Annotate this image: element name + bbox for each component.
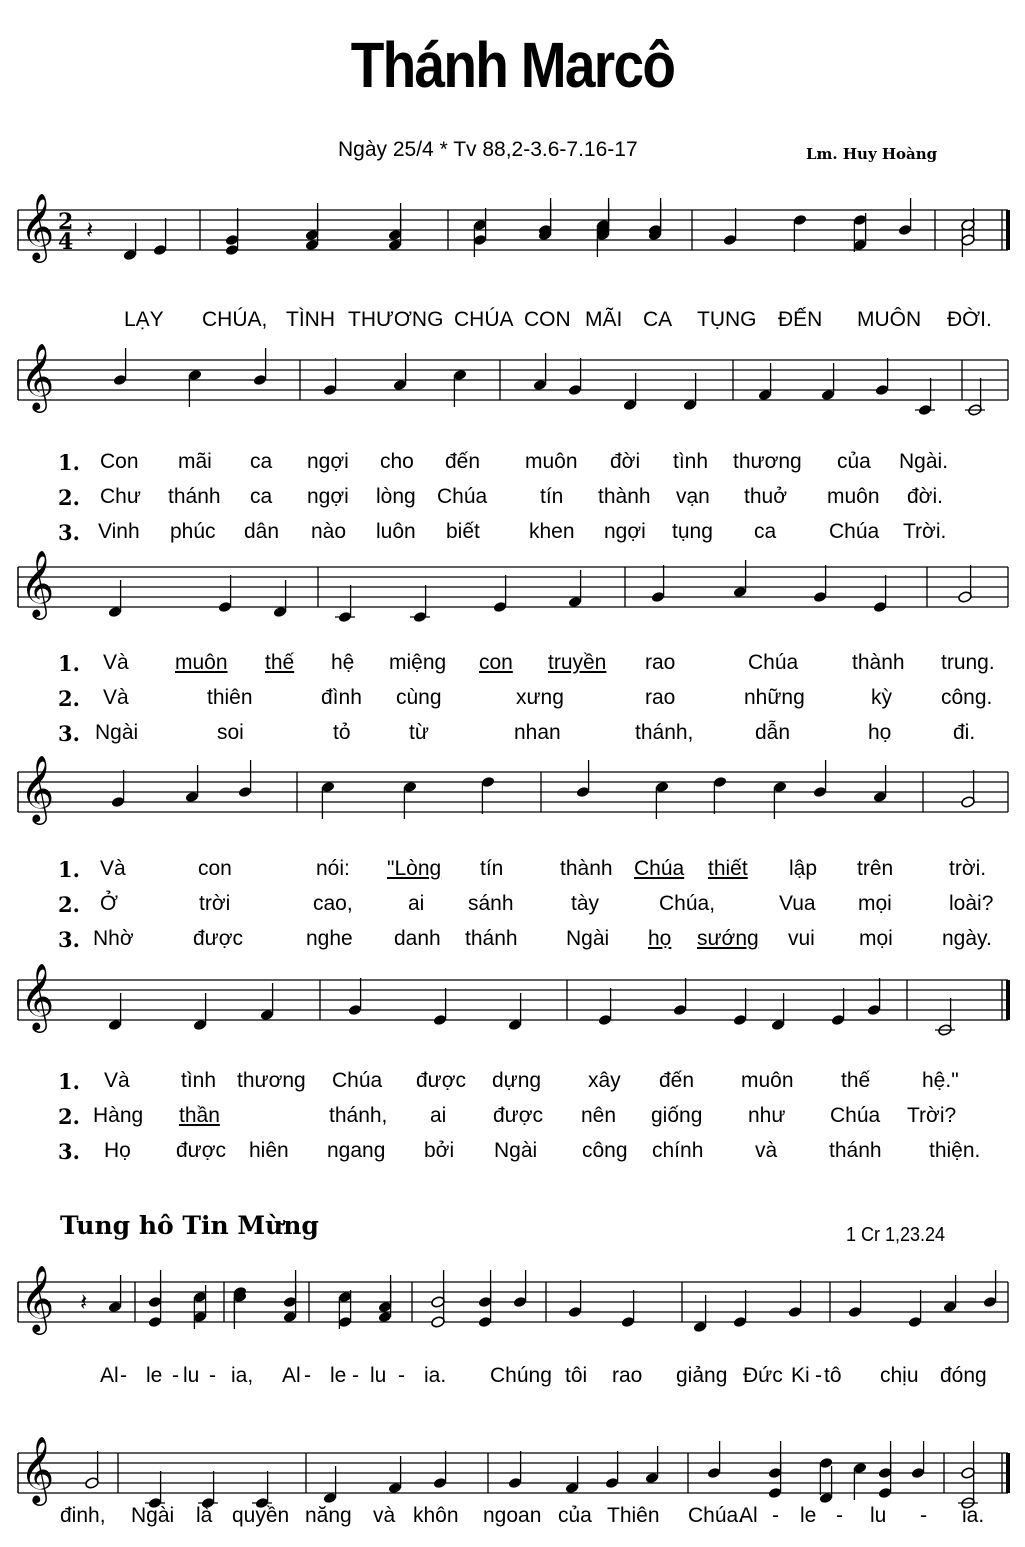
gospel-acclamation-heading: Tung hô Tin Mừng (60, 1211, 319, 1240)
verse-word: tín (480, 857, 504, 880)
verse-word: đến (659, 1069, 695, 1092)
verse-word: Chúa (437, 485, 488, 508)
verse-word: nói: (316, 857, 350, 880)
verse-word: công. (941, 686, 993, 709)
verse-word: hệ." (922, 1069, 959, 1092)
gospel-word: tôi (565, 1364, 588, 1387)
song-subtitle: Ngày 25/4 * Tv 88,2-3.6-7.16-17 (338, 138, 638, 161)
verse-word: Ngài (566, 927, 610, 950)
verse-number: 2. (58, 1104, 80, 1129)
treble-clef-icon: 𝄞 (20, 192, 55, 260)
verse-word: họ (648, 927, 672, 950)
refrain-word: THƯƠNG (348, 308, 444, 331)
gospel-word: năng (305, 1504, 352, 1527)
verse-word: vạn (676, 485, 710, 508)
gospel-word: ngoan (483, 1504, 542, 1527)
verse-word: con (479, 651, 513, 674)
final-barline (1006, 210, 1010, 250)
verse-word: sướng (697, 927, 759, 950)
gospel-word: chịu (880, 1364, 919, 1387)
verse-word: Chúa (748, 651, 799, 674)
verse-word: biết (446, 520, 480, 543)
verse-word: Chúa (830, 1104, 881, 1127)
verse-word: rao (645, 686, 676, 709)
verse-word: tỏ (333, 721, 351, 744)
verse-word: lập (789, 857, 818, 880)
time-signature-top: 2 (58, 209, 74, 235)
verse-word: Hàng (93, 1104, 144, 1127)
gospel-word: của (558, 1504, 592, 1527)
verse-word: tụng (672, 520, 713, 543)
song-title: Thánh Marcô (350, 29, 675, 101)
verse-word: của (837, 450, 871, 473)
gospel-word: và (373, 1504, 396, 1527)
quarter-rest-icon: 𝄽 (86, 216, 94, 244)
gospel-word: Thiên (607, 1504, 660, 1527)
treble-clef-icon: 𝄞 (20, 342, 55, 410)
verse-word: Ngài. (899, 450, 949, 473)
verse-word: thành (560, 857, 613, 880)
verse-word: thiết (708, 857, 748, 880)
final-barline (1006, 1453, 1010, 1493)
verse-word: luôn (376, 520, 416, 543)
gospel-word: Đức (743, 1364, 783, 1387)
verse-word: Họ (104, 1139, 131, 1162)
verse-word: Chúa (829, 520, 880, 543)
gospel-word: - (172, 1364, 179, 1387)
verse-word: thành (852, 651, 905, 674)
verse-word: Trời? (907, 1104, 957, 1127)
gospel-word: le (146, 1364, 163, 1387)
gospel-word: khôn (413, 1504, 459, 1527)
gospel-word: Ngài (131, 1504, 175, 1527)
staff-system-2 (0, 330, 1025, 450)
verse-word: soi (217, 721, 244, 744)
staff-system-1 (0, 180, 1025, 300)
verse-word: dựng (492, 1069, 542, 1092)
verse-word: muôn (741, 1069, 794, 1092)
gospel-word: - (815, 1364, 822, 1387)
verse-number: 3. (58, 721, 80, 746)
verse-word: đời (610, 450, 641, 473)
verse-word: Và (100, 857, 126, 880)
verse-word: Ngài (494, 1139, 538, 1162)
verse-number: 1. (58, 857, 80, 882)
gospel-word: Ki (791, 1364, 810, 1387)
refrain-word: ĐẾN (778, 308, 823, 331)
gospel-word: quyền (232, 1504, 290, 1527)
gospel-word: - (920, 1504, 927, 1527)
verse-word: đình (321, 686, 362, 709)
staff-system-6 (0, 1252, 1025, 1372)
verse-word: hiên (249, 1139, 289, 1162)
verse-word: thánh (465, 927, 518, 950)
verse-word: Vua (779, 892, 816, 915)
verse-word: Và (104, 1069, 130, 1092)
verse-number: 2. (58, 686, 80, 711)
refrain-word: CHÚA (454, 308, 514, 331)
verse-word: họ (868, 721, 892, 744)
verse-word: kỳ (871, 686, 892, 709)
verse-word: Vinh (98, 520, 140, 543)
gospel-word: Al (282, 1364, 301, 1387)
verse-word: thương (733, 450, 802, 473)
verse-word: ai (430, 1104, 447, 1127)
verse-word: lòng (376, 485, 416, 508)
verse-word: danh (394, 927, 441, 950)
final-barline (1006, 980, 1010, 1020)
verse-word: được (493, 1104, 544, 1127)
gospel-word: ia. (424, 1364, 447, 1387)
verse-word: được (416, 1069, 467, 1092)
verse-word: và (755, 1139, 778, 1162)
verse-word: Chúa (634, 857, 685, 880)
gospel-word: - (836, 1504, 843, 1527)
verse-word: ngợi (307, 485, 349, 508)
time-signature-bottom: 4 (58, 229, 74, 255)
verse-word: thế (265, 651, 295, 674)
gospel-word: Al (739, 1504, 758, 1527)
verse-word: thánh (168, 485, 221, 508)
verse-number: 1. (58, 1069, 80, 1094)
gospel-word: giảng (676, 1364, 728, 1387)
verse-word: Chư (100, 485, 141, 508)
verse-word: bởi (424, 1139, 455, 1162)
staff-system-4 (0, 742, 1025, 862)
verse-word: Chúa, (659, 892, 716, 915)
verse-word: sánh (468, 892, 514, 915)
gospel-word: Chúng (490, 1364, 552, 1387)
gospel-word: Al (100, 1364, 119, 1387)
gospel-word: ia. (962, 1504, 985, 1527)
verse-number: 3. (58, 520, 80, 545)
staff-system-5 (0, 950, 1025, 1070)
verse-word: Con (100, 450, 139, 473)
gospel-word: đinh, (60, 1504, 106, 1527)
verse-word: được (193, 927, 244, 950)
verse-word: trời (199, 892, 231, 915)
verse-word: chính (652, 1139, 704, 1162)
verse-word: ngang (327, 1139, 386, 1162)
gospel-reference: 1 Cr 1,23.24 (846, 1224, 946, 1246)
refrain-word: MÃI (585, 308, 623, 331)
verse-word: ca (250, 485, 273, 508)
gospel-word: le (800, 1504, 817, 1527)
verse-word: thiện. (929, 1139, 981, 1162)
verse-word: mọi (858, 892, 892, 915)
verse-word: như (748, 1104, 786, 1127)
verse-word: mọi (859, 927, 893, 950)
verse-word: thần (179, 1104, 220, 1127)
verse-word: thánh (829, 1139, 882, 1162)
verse-word: loài? (949, 892, 994, 915)
verse-word: thiên (207, 686, 253, 709)
verse-word: đến (445, 450, 481, 473)
staff-system-3 (0, 537, 1025, 657)
gospel-word: lu (870, 1504, 887, 1527)
verse-word: miệng (389, 651, 447, 674)
gospel-word: lu (183, 1364, 200, 1387)
verse-word: thánh, (635, 721, 694, 744)
verse-word: Nhờ (93, 927, 134, 950)
gospel-word: - (398, 1364, 405, 1387)
gospel-word: - (352, 1364, 359, 1387)
verse-word: phúc (170, 520, 216, 543)
gospel-word: đóng (940, 1364, 987, 1387)
verse-word: ca (250, 450, 273, 473)
composer-credit: Lm. Huy Hoàng (806, 145, 938, 163)
verse-word: dân (244, 520, 280, 543)
verse-word: nào (311, 520, 347, 543)
verse-word: ai (408, 892, 425, 915)
verse-word: muôn (525, 450, 578, 473)
verse-word: những (744, 686, 805, 709)
verse-word: "Lòng (387, 857, 442, 880)
gospel-word: rao (612, 1364, 643, 1387)
verse-word: thuở (744, 485, 787, 508)
gospel-word: là (196, 1504, 213, 1527)
verse-number: 3. (58, 927, 80, 952)
verse-number: 3. (58, 1139, 80, 1164)
verse-word: tình (181, 1069, 217, 1092)
verse-word: tày (571, 892, 600, 915)
gospel-word: - (209, 1364, 216, 1387)
verse-word: nên (581, 1104, 617, 1127)
gospel-word: - (304, 1364, 311, 1387)
treble-clef-icon: 𝄞 (20, 754, 55, 822)
verse-word: đời. (907, 485, 943, 508)
gospel-word: tô (824, 1364, 842, 1387)
verse-word: hệ (331, 651, 355, 674)
verse-word: trung. (941, 651, 995, 674)
verse-word: ngợi (604, 520, 646, 543)
verse-word: muôn (827, 485, 880, 508)
verse-word: mãi (178, 450, 212, 473)
refrain-word: TÌNH (286, 308, 335, 331)
verse-word: truyền (548, 651, 607, 674)
verse-word: ngợi (307, 450, 349, 473)
quarter-rest-icon: 𝄽 (80, 1288, 88, 1316)
verse-word: trên (857, 857, 894, 880)
verse-word: Và (103, 686, 129, 709)
verse-word: cùng (396, 686, 442, 709)
verse-word: xây (588, 1069, 621, 1092)
treble-clef-icon: 𝄞 (20, 1264, 55, 1332)
verse-word: tình (673, 450, 709, 473)
verse-word: xưng (516, 686, 564, 709)
treble-clef-icon: 𝄞 (20, 549, 55, 617)
refrain-word: LẠY (124, 308, 164, 331)
verse-word: cho (380, 450, 414, 473)
verse-word: Ngài (95, 721, 139, 744)
treble-clef-icon: 𝄞 (20, 962, 55, 1030)
verse-number: 2. (58, 892, 80, 917)
verse-word: ca (754, 520, 777, 543)
verse-word: Và (103, 651, 129, 674)
verse-word: thế (841, 1069, 871, 1092)
verse-word: thương (237, 1069, 306, 1092)
verse-number: 1. (58, 450, 80, 475)
verse-word: nghe (306, 927, 353, 950)
gospel-word: ia, (231, 1364, 254, 1387)
verse-word: cao, (313, 892, 353, 915)
verse-word: từ (409, 721, 429, 744)
verse-word: con (198, 857, 232, 880)
verse-word: muôn (175, 651, 228, 674)
verse-number: 1. (58, 651, 80, 676)
verse-word: nhan (514, 721, 561, 744)
verse-word: Trời. (903, 520, 947, 543)
refrain-word: CA (643, 308, 673, 331)
verse-word: giống (651, 1104, 703, 1127)
verse-word: ngày. (942, 927, 992, 950)
verse-word: thánh, (329, 1104, 388, 1127)
gospel-word: - (772, 1504, 779, 1527)
verse-word: Ở (100, 892, 119, 915)
verse-word: dẫn (755, 721, 791, 744)
verse-word: công (582, 1139, 628, 1162)
verse-word: đi. (953, 721, 976, 744)
verse-word: được (176, 1139, 227, 1162)
refrain-word: TỤNG (697, 308, 757, 331)
verse-word: trời. (949, 857, 987, 880)
verse-word: tín (540, 485, 564, 508)
verse-word: khen (529, 520, 575, 543)
refrain-word: ĐỜI. (947, 308, 992, 331)
verse-word: rao (645, 651, 676, 674)
verse-word: Chúa (332, 1069, 383, 1092)
gospel-word: lu (370, 1364, 387, 1387)
gospel-word: le (330, 1364, 347, 1387)
verse-word: thành (598, 485, 651, 508)
refrain-word: MUÔN (857, 308, 922, 331)
refrain-word: CHÚA, (202, 308, 268, 331)
verse-word: vui (788, 927, 815, 950)
gospel-word: - (120, 1364, 127, 1387)
gospel-word: Chúa. (688, 1504, 745, 1527)
treble-clef-icon: 𝄞 (20, 1435, 55, 1503)
verse-number: 2. (58, 485, 80, 510)
refrain-word: CON (524, 308, 571, 331)
